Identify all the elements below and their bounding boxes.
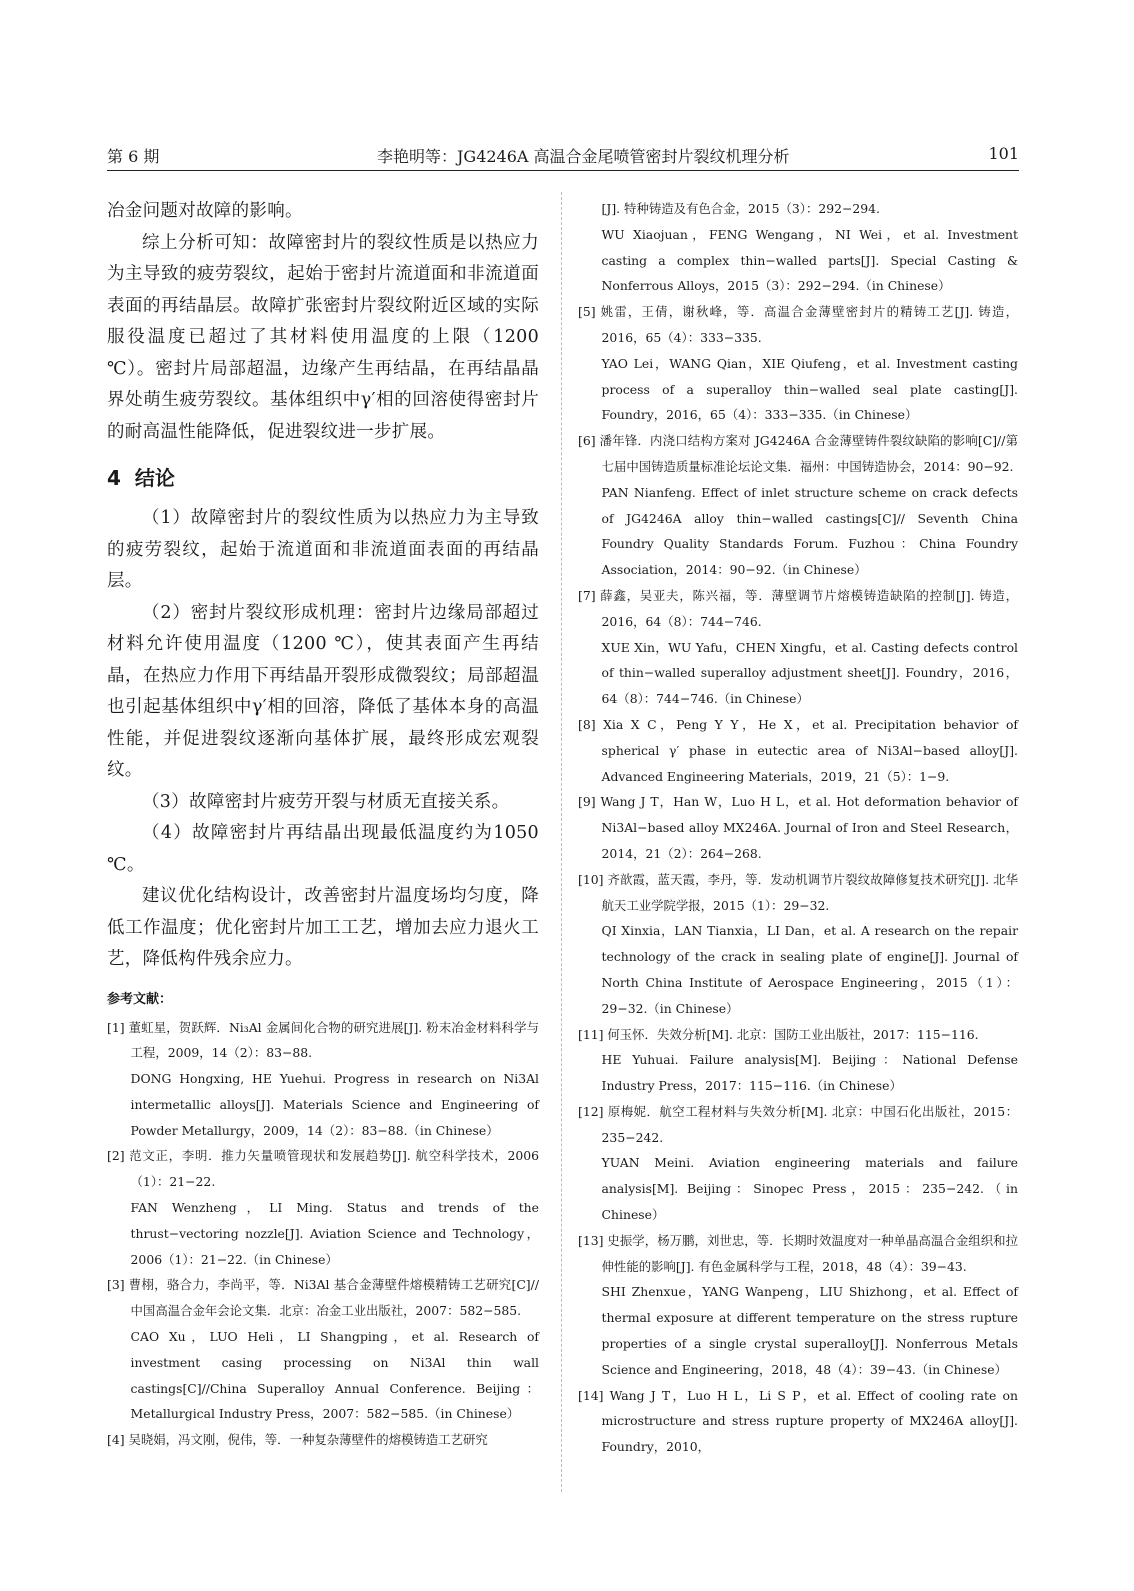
reference-zh: [11] 何玉怀．失效分析[M]. 北京：国防工业出版社，2017：115−116. — [578, 1026, 979, 1042]
reference-entry — [578, 712, 1018, 789]
reference-entry — [578, 1228, 1018, 1383]
reference-zh: [14] Wang J T，Luo H L，Li S P，et al. Effect of cooling rate on microstructure and stress rupture property of MX246A alloy[J]. Foundry，2010， — [578, 1387, 1018, 1455]
reference-zh: [4] 吴晓娟，冯文刚，倪伟，等．一种复杂薄壁件的熔模铸造工艺研究 — [107, 1432, 488, 1448]
reference-zh: [3] 曹栩，骆合力，李尚平，等．Ni3Al 基合金薄壁件熔模精铸工艺研究[C]//中国高温合金年会论文集．北京：冶金工业出版社，2007：582−585. — [107, 1277, 539, 1319]
reference-entry — [578, 299, 1018, 428]
reference-en: YUAN Meini. Aviation engineering materials and failure analysis[M]. Beijing：Sinopec Press，2015：235−242.（in Chinese） — [601, 1155, 1018, 1223]
reference-entry — [578, 867, 1018, 1022]
section-title: 结论 — [134, 466, 175, 490]
reference-entry — [578, 1022, 1018, 1099]
right-column — [578, 196, 1018, 1460]
reference-en: WU Xiaojuan，FENG Wengang，NI Wei，et al. Investment casting a complex thin−walled parts[J]. Special Casting & Nonferrous Alloys，2015（3）：292−294.（in Chinese） — [601, 226, 1018, 294]
conclusion-item: （4）故障密封片再结晶出现最低温度约为1050 ℃。 — [107, 823, 539, 875]
reference-zh: [2] 范文正，李明．推力矢量喷管现状和发展趋势[J]. 航空科学技术，2006（1）：21−22. — [107, 1148, 539, 1190]
reference-zh: [12] 原梅妮．航空工程材料与失效分析[M]. 北京：中国石化出版社，2015：235−242. — [578, 1103, 1018, 1145]
references-heading: 参考文献： — [107, 991, 173, 1007]
summary-paragraph: 综上分析可知：故障密封片的裂纹性质是以热应力为主导致的疲劳裂纹，起始于密封片流道面和非流道面表面的再结晶层。故障扩张密封片裂纹附近区域的实际服役温度已超过了其材料使用温度的上限（1200 ℃）。密封片局部超温，边缘产生再结晶，在再结晶晶界处萌生疲劳裂纹。基体组织中γ′相的回溶使得密封片的耐高温性能降低，促进裂纹进一步扩展。 — [107, 232, 539, 442]
recommendation-paragraph: 建议优化结构设计，改善密封片温度场均匀度，降低工作温度；优化密封片加工工艺，增加去应力退火工艺，降低构件残余应力。 — [107, 886, 539, 969]
reference-zh: [6] 潘年锋．内浇口结构方案对 JG4246A 合金薄壁铸件裂纹缺陷的影响[C]//第七届中国铸造质量标准论坛论文集．福州：中国铸造协会，2014：90−92. — [578, 433, 1018, 474]
reference-en: SHI Zhenxue，YANG Wanpeng，LIU Shizhong，et al. Effect of thermal exposure at different temperature on the stress rupture properties of a single crystal superalloy[J]. Nonferrous Metals Science and Engineering，2018，48（4）：39−43.（in Chinese） — [601, 1284, 1018, 1377]
section-heading — [107, 462, 539, 491]
reference-entry — [107, 1427, 539, 1453]
reference-zh: [7] 薛鑫，吴亚夫，陈兴福，等．薄壁调节片熔模铸造缺陷的控制[J]. 铸造，2016，64（8）：744−746. — [578, 587, 1018, 629]
reference-entry — [107, 1143, 539, 1272]
reference-en: FAN Wenzheng，LI Ming. Status and trends of the thrust−vectoring nozzle[J]. Aviation Science and Technology，2006（1）：21−22.（in Chinese） — [130, 1200, 539, 1267]
section-number: 4 — [107, 466, 121, 490]
reference-en: CAO Xu，LUO Heli，LI Shangping，et al. Research of investment casing processing on Ni3Al thin wall castings[C]//China Superalloy Annual Conference. Beijing：Metallurgical Industry Press，2007：582−585.（in Chinese） — [130, 1329, 539, 1422]
reference-en: YAO Lei，WANG Qian，XIE Qiufeng，et al. Investment casting process of a superalloy thin−walled seal plate casting[J]. Foundry，2016，65（4）：333−335.（in Chinese） — [601, 355, 1018, 423]
reference-entry — [578, 789, 1018, 866]
reference-zh: [8] Xia X C，Peng Y Y，He X，et al. Precipitation behavior of spherical γ′ phase in eutectic area of Ni3Al−based alloy[J]. Advanced Engineering Materials，2019，21（5）：1−9. — [578, 716, 1018, 784]
issue-number: 第 6 期 — [107, 147, 160, 166]
column-divider — [561, 192, 562, 1492]
reference-zh: [10] 齐歆霞，蓝天霞，李丹，等．发动机调节片裂纹故障修复技术研究[J]. 北华航天工业学院学报，2015（1）：29−32. — [578, 871, 1018, 913]
running-header — [107, 142, 1019, 171]
page-number: 101 — [988, 144, 1019, 163]
reference-en: HE Yuhuai. Failure analysis[M]. Beijing：National Defense Industry Press，2017：115−116.（in Chinese） — [601, 1052, 1018, 1094]
reference-zh: [1] 董虹星，贺跃辉．Ni₃Al 金属间化合物的研究进展[J]. 粉末冶金材料科学与工程，2009，14（2）：83−88. — [107, 1019, 539, 1061]
reference-zh-continuation: [J]. 特种铸造及有色合金，2015（3）：292−294. — [601, 201, 880, 216]
conclusion-item: （1）故障密封片的裂纹性质为以热应力为主导致的疲劳裂纹，起始于流道面和非流道面表面的再结晶层。 — [107, 508, 539, 591]
reference-entry — [578, 1099, 1018, 1228]
running-title: 李艳明等：JG4246A 高温合金尾喷管密封片裂纹机理分析 — [377, 147, 790, 166]
reference-en: QI Xinxia，LAN Tianxia，LI Dan，et al. A research on the repair technology of the crack in sealing plate of engine[J]. Journal of North China Institute of Aerospace Engineering，2015（1）：29−32.（in Chinese） — [601, 923, 1018, 1016]
conclusion-item: （2）密封片裂纹形成机理：密封片边缘局部超过材料允许使用温度（1200 ℃），使其表面产生再结晶，在热应力作用下再结晶开裂形成微裂纹；局部超温也引起基体组织中γ′相的回溶，降低了基体本身的高温性能，并促进裂纹逐渐向基体扩展，最终形成宏观裂纹。 — [107, 602, 539, 780]
conclusion-item: （3）故障密封片疲劳开裂与材质无直接关系。 — [142, 791, 510, 812]
reference-zh: [5] 姚雷，王倩，谢秋峰，等．高温合金薄壁密封片的精铸工艺[J]. 铸造，2016，65（4）：333−335. — [578, 304, 1018, 345]
reference-entry — [578, 428, 1018, 583]
reference-en: DONG Hongxing, HE Yuehui. Progress in research on Ni3Al intermetallic alloys[J]. Materials Science and Engineering of Powder Metallurgy，2009，14（2）：83−88.（in Chinese） — [130, 1071, 539, 1138]
reference-zh: [13] 史振学，杨万鹏，刘世忠，等．长期时效温度对一种单晶高温合金组织和拉伸性能的影响[J]. 有色金属科学与工程，2018，48（4）：39−43. — [578, 1232, 1018, 1274]
continuation-text: 冶金问题对故障的影响。 — [107, 201, 303, 221]
left-column — [107, 196, 539, 1453]
reference-entry — [107, 1272, 539, 1427]
reference-entry — [578, 583, 1018, 712]
reference-en: PAN Nianfeng. Effect of inlet structure scheme on crack defects of JG4246A alloy thin−walled castings[C]// Seventh China Foundry Quality Standards Forum. Fuzhou：China Foundry Association，2014：90−92.（in Chinese） — [601, 484, 1018, 578]
reference-entry — [578, 1383, 1018, 1460]
reference-continuation — [578, 196, 1018, 299]
reference-zh: [9] Wang J T，Han W，Luo H L，et al. Hot deformation behavior of Ni3Al−based alloy MX246A. Journal of Iron and Steel Research，2014，21（2）：264−268. — [578, 794, 1018, 861]
reference-entry — [107, 1015, 539, 1144]
reference-en: XUE Xin，WU Yafu，CHEN Xingfu，et al. Casting defects control of thin−walled superalloy adjustment sheet[J]. Foundry，2016，64（8）：744−746.（in Chinese） — [601, 639, 1018, 707]
